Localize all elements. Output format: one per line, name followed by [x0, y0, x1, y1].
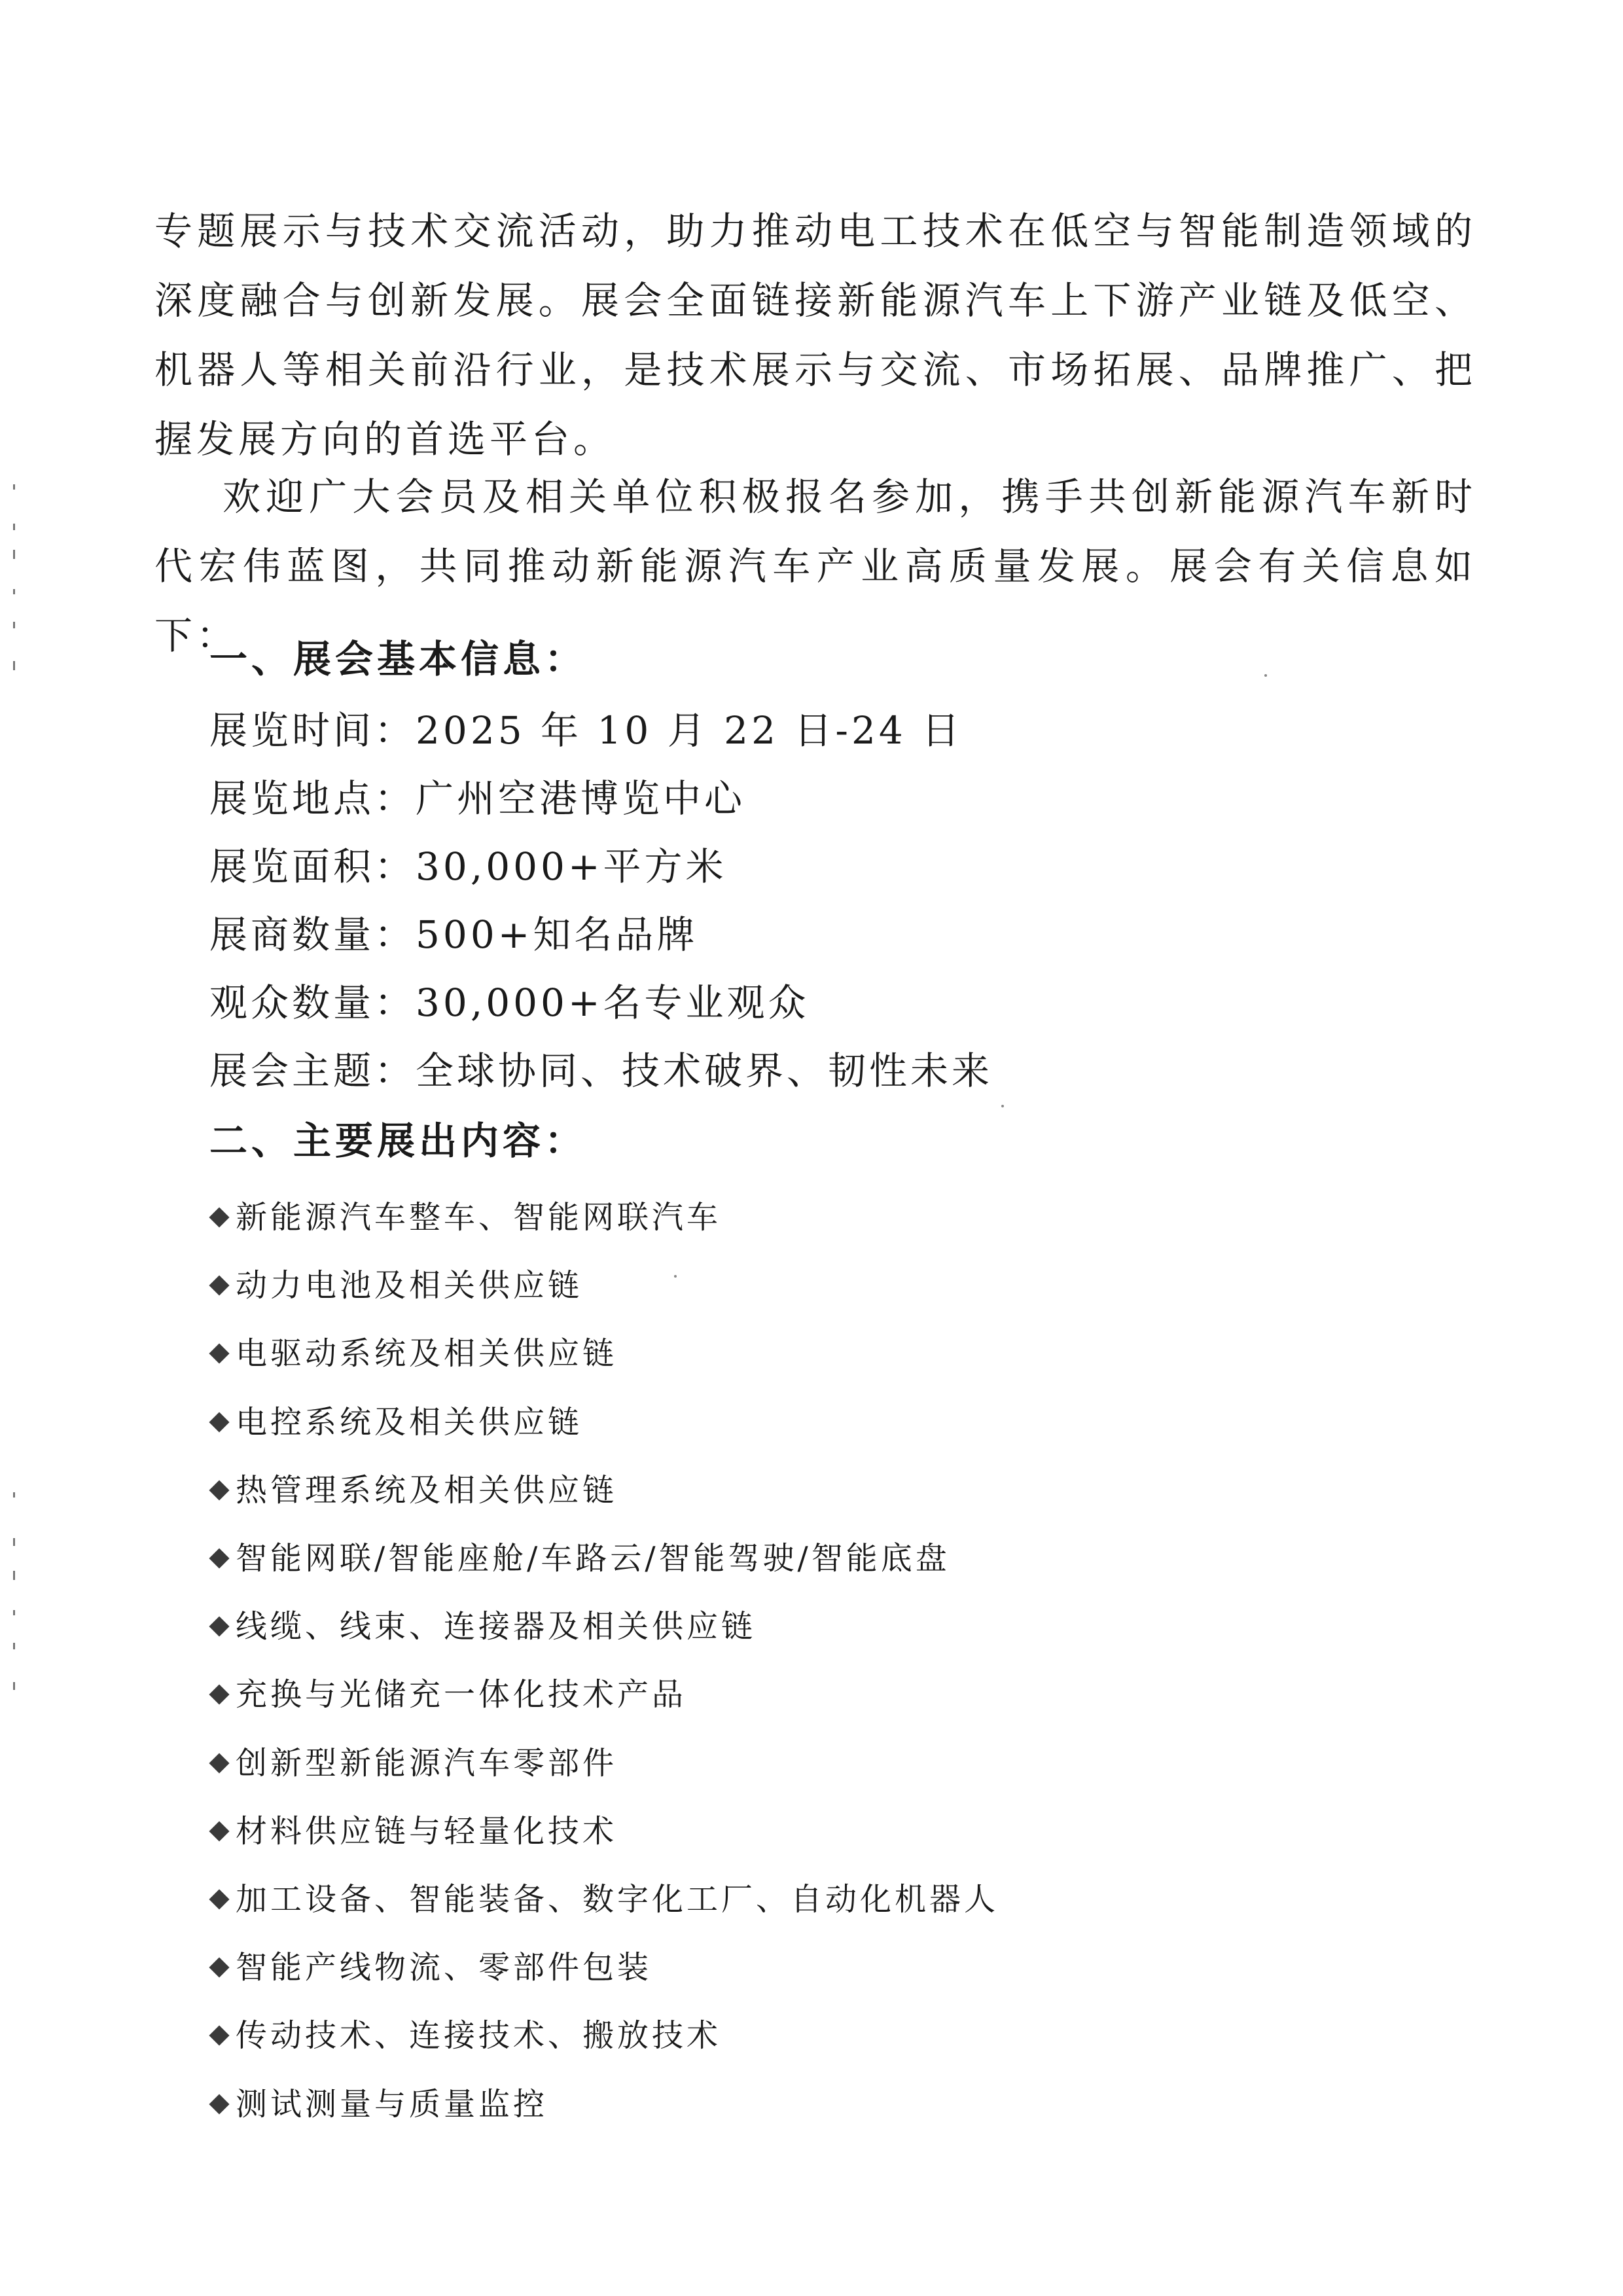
exhibit-item [207, 1456, 999, 1524]
diamond-bullet-icon [209, 1344, 229, 1364]
exhibit-item-text: 线缆、线束、连接器及相关供应链 [236, 1608, 757, 1645]
exhibit-item-text: 传动技术、连接技术、搬放技术 [236, 2017, 722, 2054]
exhibit-item-text: 智能产线物流、零部件包装 [236, 1949, 652, 1986]
exhibit-item [207, 2070, 999, 2138]
info-row-time [209, 696, 993, 764]
exhibit-item-text: 充换与光储充一体化技术产品 [236, 1676, 687, 1713]
exhibit-item [207, 2001, 999, 2070]
diamond-bullet-icon [209, 2094, 229, 2114]
info-value: 全球协同、技术破界、韧性未来 [416, 1049, 993, 1093]
exhibit-item [207, 1933, 999, 2001]
exhibit-item-text: 热管理系统及相关供应链 [236, 1471, 618, 1509]
diamond-bullet-icon [209, 1208, 229, 1228]
section-heading-main-exhibits: 二、主要展出内容： [209, 1119, 587, 1163]
exhibit-item [207, 1660, 999, 1729]
diamond-bullet-icon [209, 1685, 229, 1705]
info-label: 展览面积： [209, 844, 416, 889]
diamond-bullet-icon [209, 1276, 229, 1296]
exhibit-item [207, 1797, 999, 1865]
exhibit-item-text: 电驱动系统及相关供应链 [236, 1335, 618, 1372]
diamond-bullet-icon [209, 1412, 229, 1432]
info-row-exhibitors [209, 901, 993, 969]
exhibit-item-text: 智能网联/智能座舱/车路云/智能驾驶/智能底盘 [236, 1540, 950, 1577]
exhibit-item-text: 测试测量与质量监控 [236, 2085, 548, 2123]
intro-paragraph-2: 欢迎广大会员及相关单位积极报名参加，携手共创新能源汽车新时代宏伟蓝图，共同推动新能源汽车产业高质量发展。展会有关信息如下： [154, 475, 1476, 658]
section-heading-basic-info: 一、展会基本信息： [209, 637, 587, 681]
info-row-location [209, 764, 993, 833]
diamond-bullet-icon [209, 1753, 229, 1773]
diamond-bullet-icon [209, 1548, 229, 1568]
exhibit-item [207, 1592, 999, 1660]
exhibit-item [207, 1388, 999, 1456]
info-label: 展商数量： [209, 912, 416, 957]
info-label: 观众数量： [209, 980, 416, 1025]
diamond-bullet-icon [209, 1958, 229, 1978]
info-value: 30,000+名专业观众 [416, 980, 810, 1025]
info-value: 500+知名品牌 [416, 912, 698, 957]
info-label: 展览时间： [209, 708, 416, 753]
exhibit-item [207, 1319, 999, 1388]
info-value: 广州空港博览中心 [416, 776, 746, 821]
intro-paragraph-1: 专题展示与技术交流活动，助力推动电工技术在低空与智能制造领域的深度融合与创新发展。展会全面链接新能源汽车上下游产业链及低空、机器人等相关前沿行业，是技术展示与交流、市场拓展、品牌推广、把握发展方向的首选平台。 [154, 209, 1476, 461]
diamond-bullet-icon [209, 2026, 229, 2046]
diamond-bullet-icon [209, 1821, 229, 1841]
exhibit-item [207, 1729, 999, 1797]
exhibit-item-text: 材料供应链与轻量化技术 [236, 1812, 618, 1850]
diamond-bullet-icon [209, 1617, 229, 1637]
binding-marks-upper [13, 484, 21, 681]
exhibit-item-text: 电控系统及相关供应链 [236, 1403, 583, 1441]
scan-speck [1264, 674, 1267, 677]
exhibit-item-text: 动力电池及相关供应链 [236, 1267, 583, 1304]
exhibit-list [207, 1183, 999, 2138]
info-value: 2025 年 10 月 22 日-24 日 [416, 708, 963, 753]
scan-speck [674, 1275, 677, 1278]
info-label: 展览地点： [209, 776, 416, 821]
exhibit-item [207, 1865, 999, 1933]
basic-info-list [209, 696, 993, 1105]
scan-speck [1001, 1105, 1004, 1107]
exhibit-item-text: 新能源汽车整车、智能网联汽车 [236, 1199, 722, 1236]
info-value: 30,000+平方米 [416, 844, 727, 889]
exhibit-item-text: 加工设备、智能装备、数字化工厂、自动化机器人 [236, 1880, 999, 1918]
exhibit-item [207, 1524, 999, 1592]
binding-marks-lower [13, 1492, 21, 1702]
exhibit-item-text: 创新型新能源汽车零部件 [236, 1744, 618, 1782]
diamond-bullet-icon [209, 1889, 229, 1909]
diamond-bullet-icon [209, 1480, 229, 1500]
info-row-area [209, 833, 993, 901]
info-row-theme [209, 1037, 993, 1105]
info-row-visitors [209, 969, 993, 1037]
exhibit-item [207, 1251, 999, 1319]
exhibit-item [207, 1183, 999, 1251]
info-label: 展会主题： [209, 1049, 416, 1093]
